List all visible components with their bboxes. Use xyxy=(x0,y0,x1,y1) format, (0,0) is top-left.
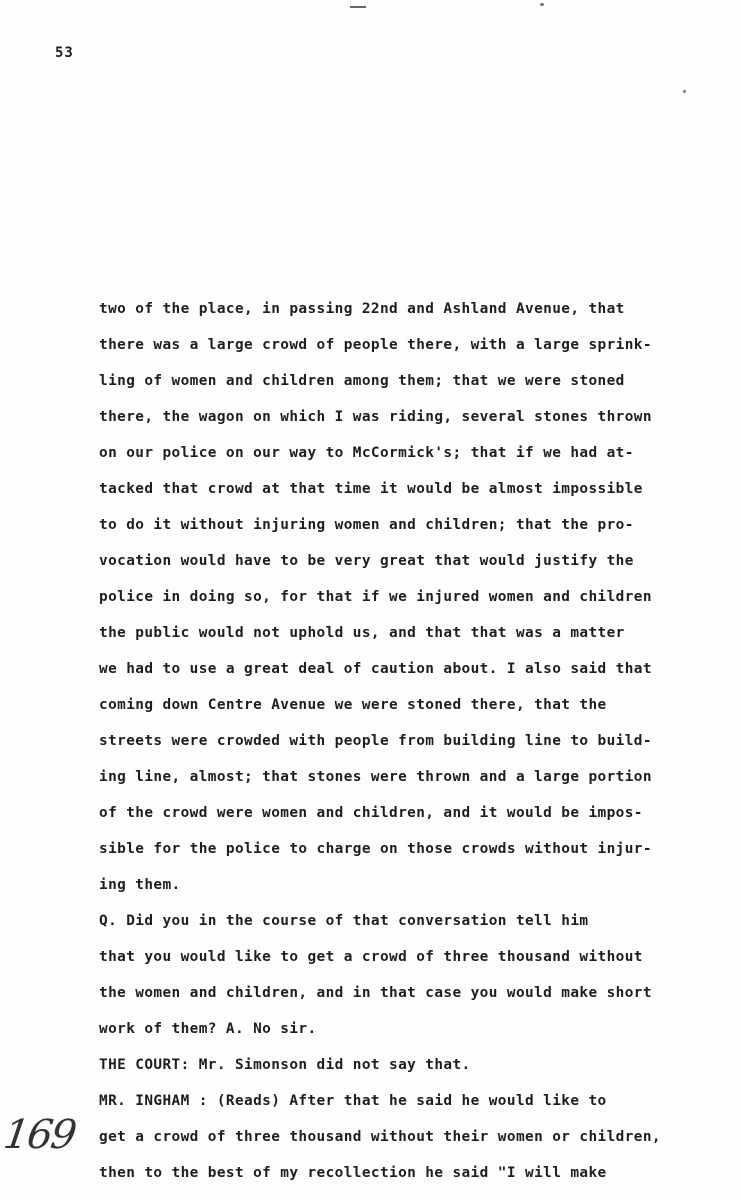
text-line: MR. INGHAM : (Reads) After that he said he would like to xyxy=(99,1093,607,1109)
scan-mark xyxy=(683,90,686,93)
text-line: ing line, almost; that stones were thrown and a large portion xyxy=(99,769,652,785)
scan-mark xyxy=(540,3,544,6)
text-line: vocation would have to be very great that would justify the xyxy=(99,553,634,569)
testimony-text xyxy=(99,298,699,1198)
page-number: 53 xyxy=(55,45,74,61)
text-line: the women and children, and in that case you would make short xyxy=(99,985,652,1001)
text-line: police in doing so, for that if we injured women and children xyxy=(99,589,652,605)
text-line: that you would like to get a crowd of three thousand without xyxy=(99,949,643,965)
text-line: to do it without injuring women and children; that the pro- xyxy=(99,517,634,533)
text-line: streets were crowded with people from building line to build- xyxy=(99,733,652,749)
text-line: ing them. xyxy=(99,877,181,893)
text-line: coming down Centre Avenue we were stoned there, that the xyxy=(99,697,607,713)
text-line: there was a large crowd of people there, with a large sprink- xyxy=(99,337,652,353)
text-line: two of the place, in passing 22nd and Ashland Avenue, that xyxy=(99,301,625,317)
text-line: Q. Did you in the course of that conversation tell him xyxy=(99,913,589,929)
text-line: ling of women and children among them; that we were stoned xyxy=(99,373,625,389)
handwritten-margin-note: 169 xyxy=(0,1112,78,1158)
text-line: get a crowd of three thousand without their women or children, xyxy=(99,1129,661,1145)
text-line: tacked that crowd at that time it would be almost impossible xyxy=(99,481,643,497)
text-line: of the crowd were women and children, and it would be impos- xyxy=(99,805,643,821)
text-line: work of them? A. No sir. xyxy=(99,1021,317,1037)
text-line: the public would not uphold us, and that that was a matter xyxy=(99,625,625,641)
text-line: we had to use a great deal of caution about. I also said that xyxy=(99,661,652,677)
text-line: there, the wagon on which I was riding, several stones thrown xyxy=(99,409,652,425)
text-line: sible for the police to charge on those crowds without injur- xyxy=(99,841,652,857)
text-line: THE COURT: Mr. Simonson did not say that. xyxy=(99,1057,471,1073)
text-line: on our police on our way to McCormick's; that if we had at- xyxy=(99,445,634,461)
text-line: then to the best of my recollection he said "I will make xyxy=(99,1165,607,1181)
scan-mark xyxy=(350,6,366,8)
